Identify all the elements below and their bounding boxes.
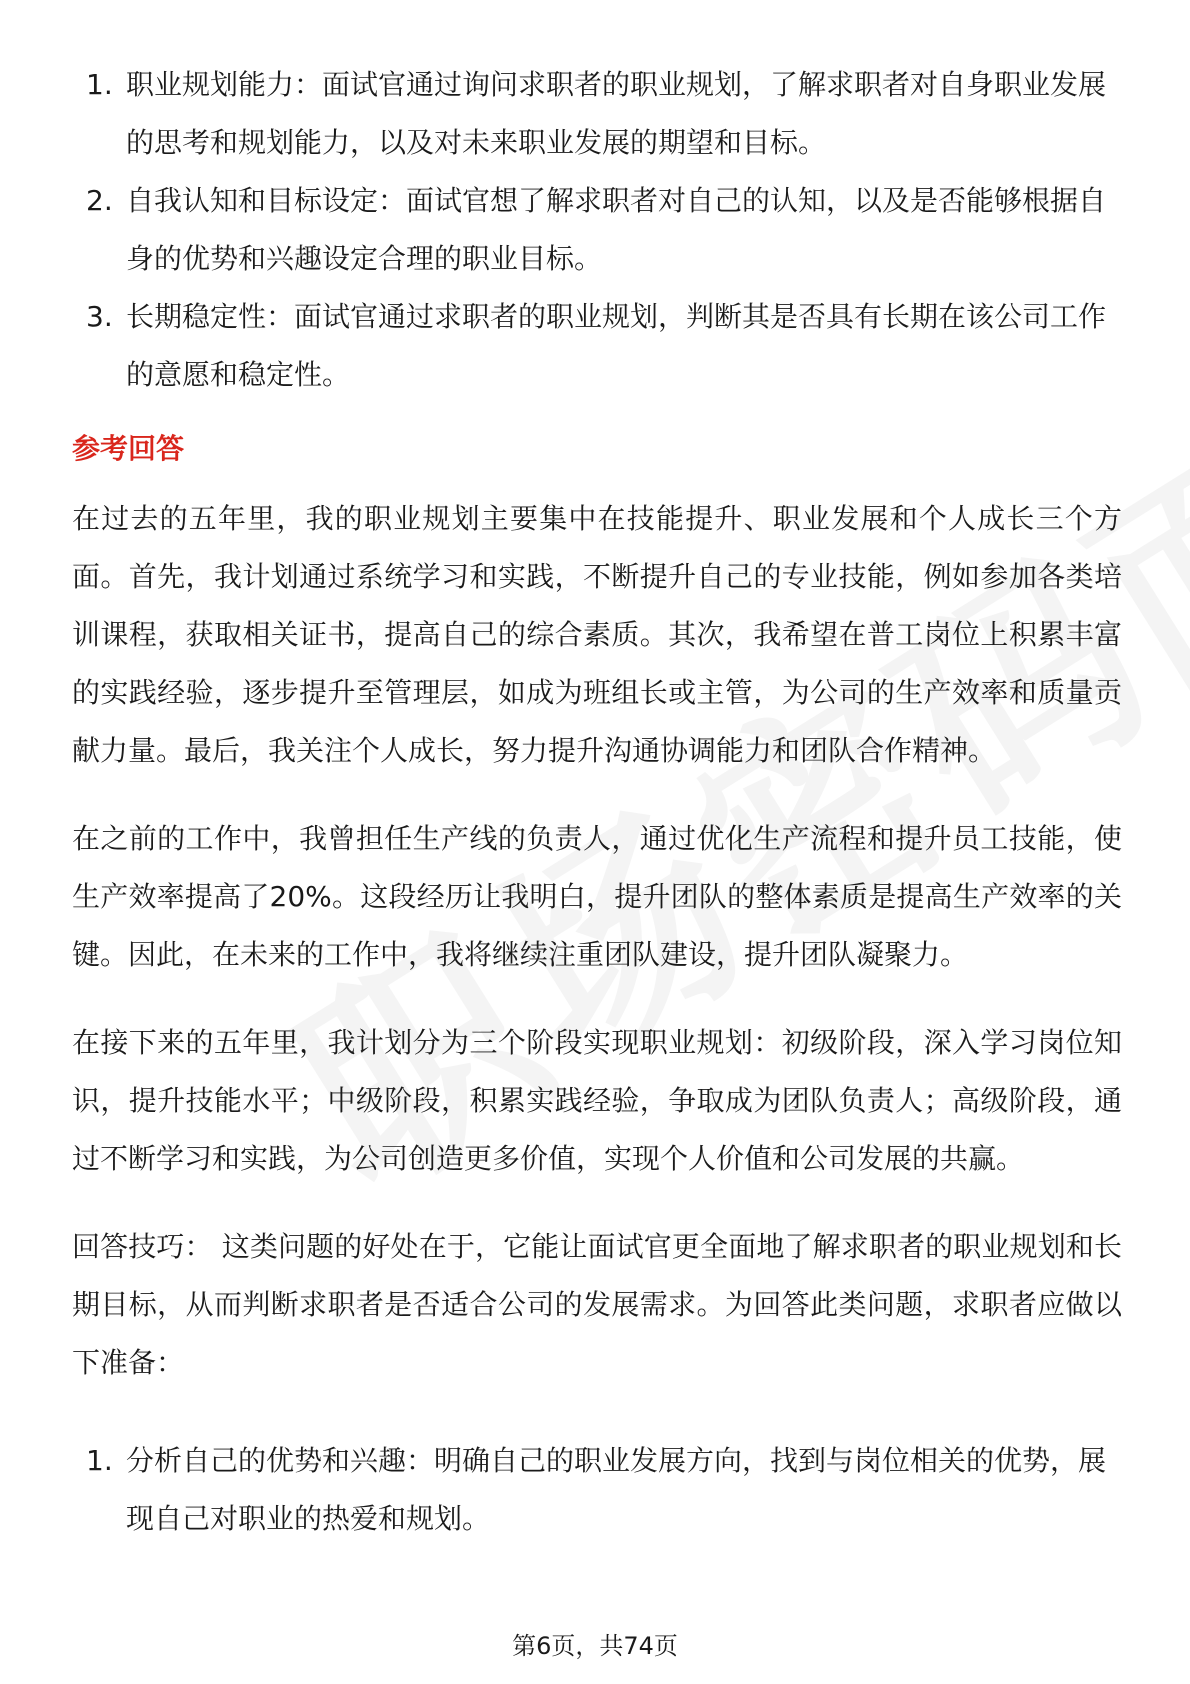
list-number: 2. xyxy=(86,184,113,217)
list-item xyxy=(72,288,1122,404)
answer-paragraph: 在接下来的五年里，我计划分为三个阶段实现职业规划：初级阶段，深入学习岗位知识，提升技能水平；中级阶段，积累实践经验，争取成为团队负责人；高级阶段，通过不断学习和实践，为公司创造更多价值，实现个人价值和公司发展的共赢。 xyxy=(72,1026,1122,1175)
list-item xyxy=(72,1432,1122,1548)
list-number: 3. xyxy=(86,300,113,333)
list-item-text: 分析自己的优势和兴趣：明确自己的职业发展方向，找到与岗位相关的优势，展现自己对职业的热爱和规划。 xyxy=(126,1444,1107,1535)
list-item-text: 自我认知和目标设定：面试官想了解求职者对自己的认知，以及是否能够根据自身的优势和兴趣设定合理的职业目标。 xyxy=(126,184,1107,275)
list-number: 1. xyxy=(86,1444,113,1477)
answer-paragraph: 在之前的工作中，我曾担任生产线的负责人，通过优化生产流程和提升员工技能，使生产效率提高了20%。这段经历让我明白，提升团队的整体素质是提高生产效率的关键。因此，在未来的工作中，我将继续注重团队建设，提升团队凝聚力。 xyxy=(72,822,1122,971)
reference-answer-heading: 参考回答 xyxy=(72,432,185,465)
list-item xyxy=(72,56,1122,172)
answer-tips-paragraph: 回答技巧： 这类问题的好处在于，它能让面试官更全面地了解求职者的职业规划和长期目标，从而判断求职者是否适合公司的发展需求。为回答此类问题，求职者应做以下准备： xyxy=(72,1230,1122,1379)
list-item-text: 职业规划能力：面试官通过询问求职者的职业规划，了解求职者对自身职业发展的思考和规划能力，以及对未来职业发展的期望和目标。 xyxy=(126,68,1107,159)
evaluation-points-list xyxy=(72,56,1122,404)
list-item xyxy=(72,172,1122,288)
answer-paragraph: 在过去的五年里，我的职业规划主要集中在技能提升、职业发展和个人成长三个方面。首先，我计划通过系统学习和实践，不断提升自己的专业技能，例如参加各类培训课程，获取相关证书，提高自己的综合素质。其次，我希望在普工岗位上积累丰富的实践经验，逐步提升至管理层，如成为班组长或主管，为公司的生产效率和质量贡献力量。最后，我关注个人成长，努力提升沟通协调能力和团队合作精神。 xyxy=(72,502,1122,767)
list-number: 1. xyxy=(86,68,113,101)
preparation-list xyxy=(72,1432,1122,1548)
list-item-text: 长期稳定性：面试官通过求职者的职业规划，判断其是否具有长期在该公司工作的意愿和稳定性。 xyxy=(126,300,1107,391)
page-content xyxy=(72,56,1122,1548)
page-footer: 第6页，共74页 xyxy=(512,1632,678,1660)
